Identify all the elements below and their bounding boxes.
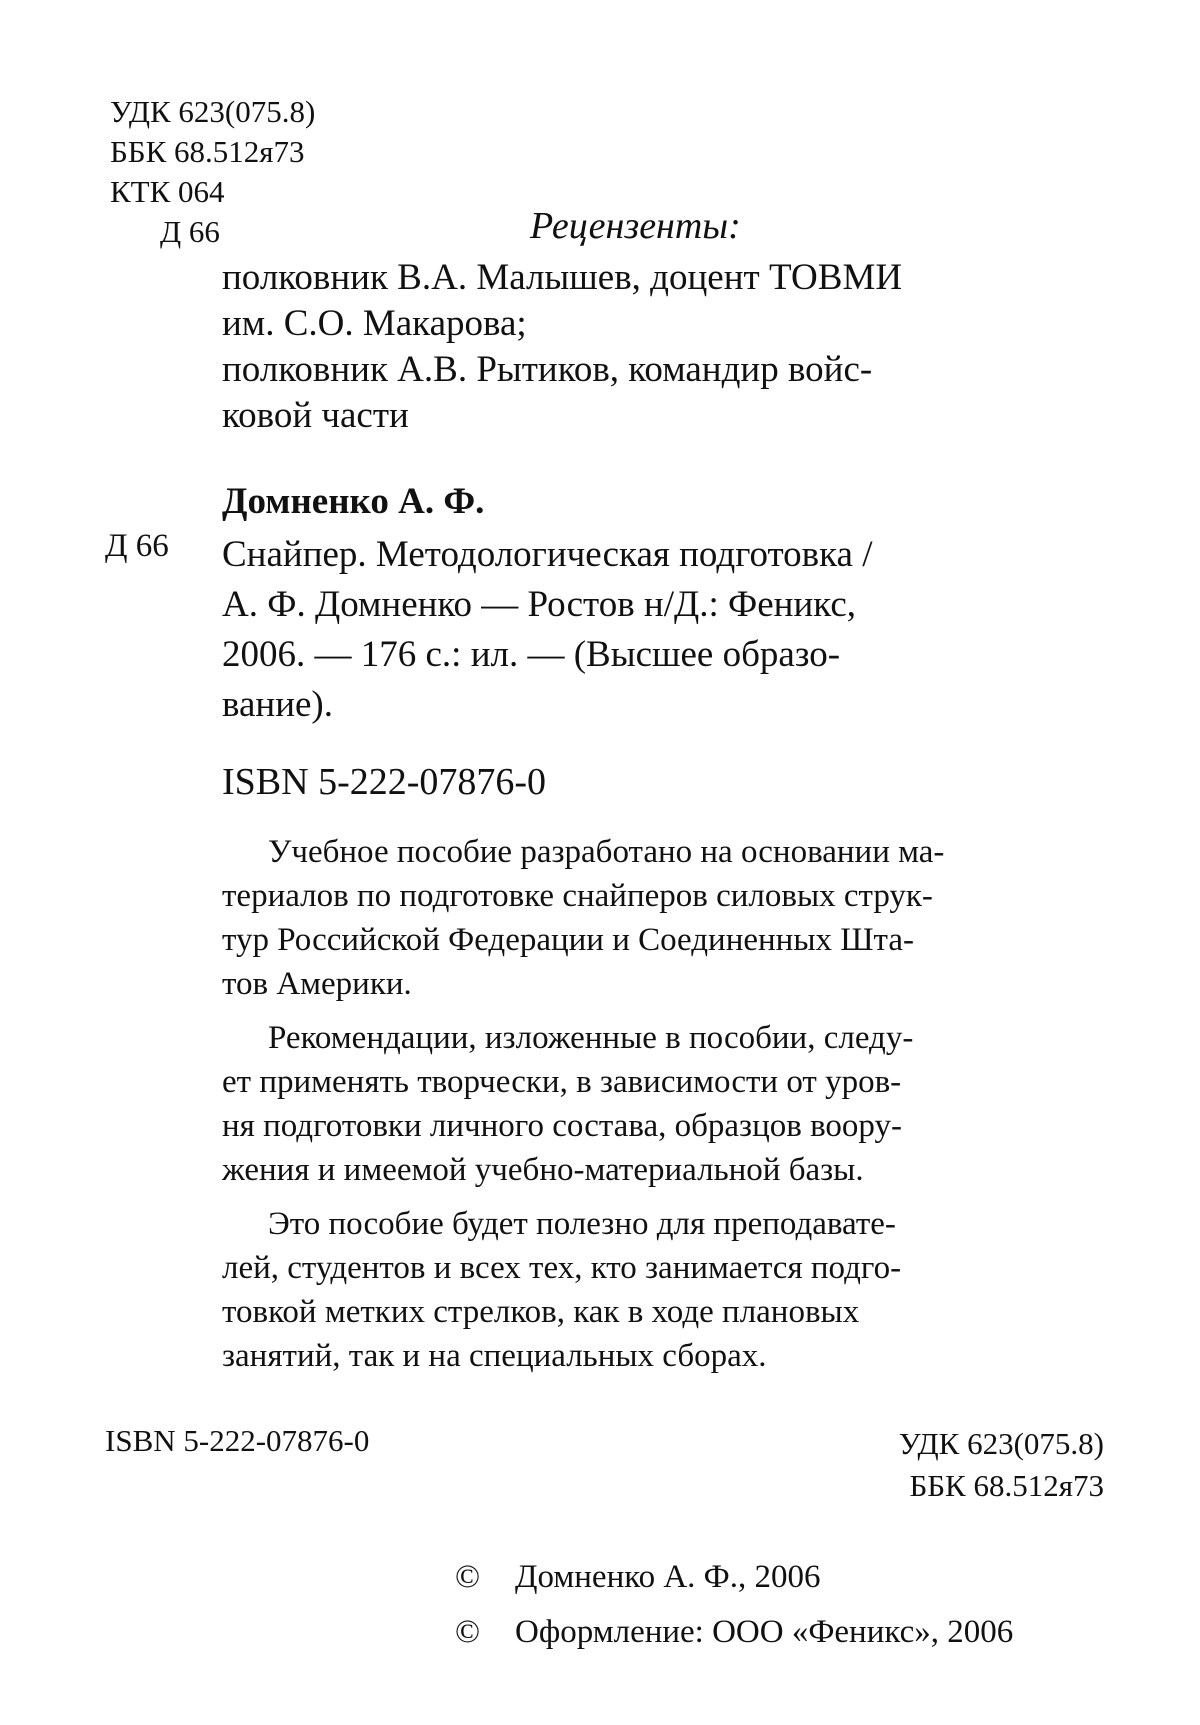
book-author: Домненко А. Ф. (222, 481, 485, 522)
reviewer-line: полковник В.А. Малышев, доцент ТОВМИ (222, 257, 903, 298)
annotation (222, 830, 1112, 1388)
annotation-paragraph (222, 1202, 1112, 1378)
copyright-text: Оформление: ООО «Феникс», 2006 (515, 1614, 1014, 1650)
copyright-line (455, 1550, 1013, 1605)
annotation-line: лей, студентов и всех тех, кто занимается подго- (222, 1250, 902, 1286)
footer-isbn: ISBN 5-222-07876-0 (105, 1423, 370, 1458)
reviewers-heading: Рецензенты: (530, 205, 741, 247)
reviewer-line: ковой части (222, 395, 409, 436)
copyright-icon: © (455, 1559, 481, 1595)
annotation-line: товкой метких стрелков, как в ходе плановых (222, 1294, 860, 1330)
reviewers-block (222, 255, 1112, 439)
call-number: Д 66 (105, 528, 169, 564)
bib-line: Снайпер. Методологическая подготовка / (222, 534, 873, 575)
footer-bbk: ББК 68.512я73 (909, 1468, 1104, 1503)
annotation-line: ет применять творчески, в зависимости от уров- (222, 1064, 902, 1100)
annotation-line: тов Америки. (222, 966, 412, 1002)
annotation-line: Учебное пособие разработано на основании ма- (268, 834, 945, 870)
annotation-line: Рекомендации, изложенные в пособии, следу- (268, 1020, 914, 1056)
copyright-block (455, 1550, 1013, 1660)
bbk-code: ББК 68.512я73 (110, 134, 305, 169)
copyright-icon: © (455, 1614, 481, 1650)
ktk-code: КТК 064 (110, 174, 225, 209)
bib-line: 2006. — 176 с.: ил. — (Высшее образо- (222, 634, 841, 675)
annotation-line: занятий, так и на специальных сборах. (222, 1338, 767, 1374)
annotation-line: Это пособие будет полезно для преподавате- (268, 1206, 896, 1242)
reviewer-line: полковник А.В. Рытиков, командир войс- (222, 349, 873, 390)
annotation-paragraph (222, 830, 1112, 1006)
annotation-line: ня подготовки личного состава, образцов воору- (222, 1108, 902, 1144)
classification-codes (110, 92, 315, 252)
copyright-text: Домненко А. Ф., 2006 (515, 1559, 821, 1595)
footer-codes (899, 1423, 1104, 1507)
annotation-paragraph (222, 1016, 1112, 1192)
footer-udk: УДК 623(075.8) (898, 1426, 1104, 1461)
reviewer-line: им. С.О. Макарова; (222, 303, 527, 344)
author-sign: Д 66 (160, 214, 220, 249)
isbn: ISBN 5-222-07876-0 (222, 761, 547, 803)
annotation-line: териалов по подготовке снайперов силовых струк- (222, 878, 933, 914)
copyright-line (455, 1605, 1013, 1660)
bib-line: вание). (222, 684, 333, 725)
bibliographic-record (222, 530, 1112, 730)
bib-line: А. Ф. Домненко — Ростов н/Д.: Феникс, (222, 584, 857, 625)
annotation-line: тур Российской Федерации и Соединенных Шта- (222, 922, 915, 958)
annotation-line: жения и имеемой учебно-материальной базы. (222, 1152, 864, 1188)
udk-code: УДК 623(075.8) (110, 94, 316, 129)
